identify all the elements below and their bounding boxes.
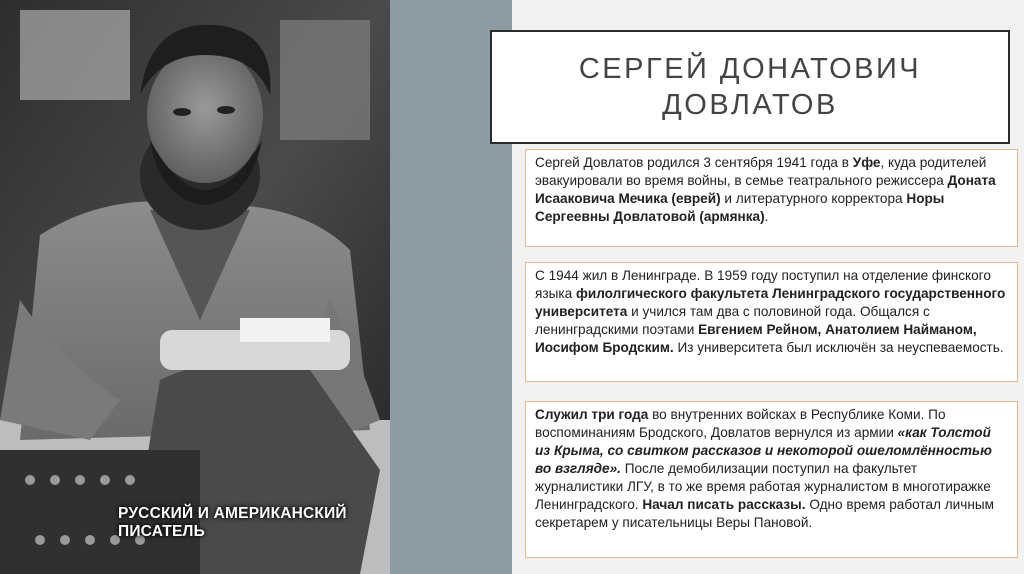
text: После демобилизации поступил на факультет журналистики ЛГУ, в то же время работая журналистом в многотиражке Ленинградского. bbox=[535, 461, 991, 512]
text: во внутренних войсках в Республике Коми. По воспоминаниям Бродского, Довлатов вернулся из армии bbox=[535, 407, 946, 440]
page-title-line-1: СЕРГЕЙ ДОНАТОВИЧ bbox=[578, 53, 922, 85]
text: Из университета был исключён за неуспеваемость. bbox=[673, 340, 1004, 355]
text: С 1944 жил в Ленинграде. В 1959 году поступил на отделение финского языка bbox=[535, 268, 991, 301]
bold-text: Доната Исааковича Мечика (еврей) bbox=[535, 173, 996, 206]
text: и учился там два с половиной года. Общался с ленинградскими поэтами bbox=[535, 304, 930, 337]
bio-block-education bbox=[525, 262, 1018, 382]
page-title-line-2: ДОВЛАТОВ bbox=[662, 89, 838, 121]
text: Одно время работал личным секретарем у писательницы Веры Пановой. bbox=[535, 497, 994, 530]
text: , куда родителей эвакуировали во время войны, в семье театрального режиссера bbox=[535, 155, 987, 188]
bold-text: Начал писать рассказы. bbox=[642, 497, 806, 512]
text: . bbox=[764, 209, 769, 224]
photo-caption: РУССКИЙ И АМЕРИКАНСКИЙ ПИСАТЕЛЬ bbox=[118, 505, 347, 540]
bold-text: Норы Сергеевны Довлатовой (армянка) bbox=[535, 191, 945, 224]
bio-block-army bbox=[525, 401, 1018, 558]
author-photo bbox=[0, 0, 390, 574]
text: Сергей Довлатов родился 3 сентября 1941 года в bbox=[535, 155, 853, 170]
text: и литературного корректора bbox=[720, 191, 907, 206]
title-box bbox=[490, 30, 1010, 144]
bio-block-birth bbox=[525, 149, 1018, 247]
bold-text: Служил три года bbox=[535, 407, 649, 422]
bold-text: Евгением Рейном, Анатолием Найманом, Иосифом Бродским. bbox=[535, 322, 977, 355]
portrait-photo-icon bbox=[0, 0, 390, 574]
bold-text: Уфе bbox=[852, 155, 881, 170]
bold-text: филолгического факультета Ленинградского государственного университета bbox=[535, 286, 1006, 319]
bold-italic-quote: «как Толстой из Крыма, со свитком рассказов и некоторой ошеломлённостью во взгляде». bbox=[535, 425, 992, 476]
